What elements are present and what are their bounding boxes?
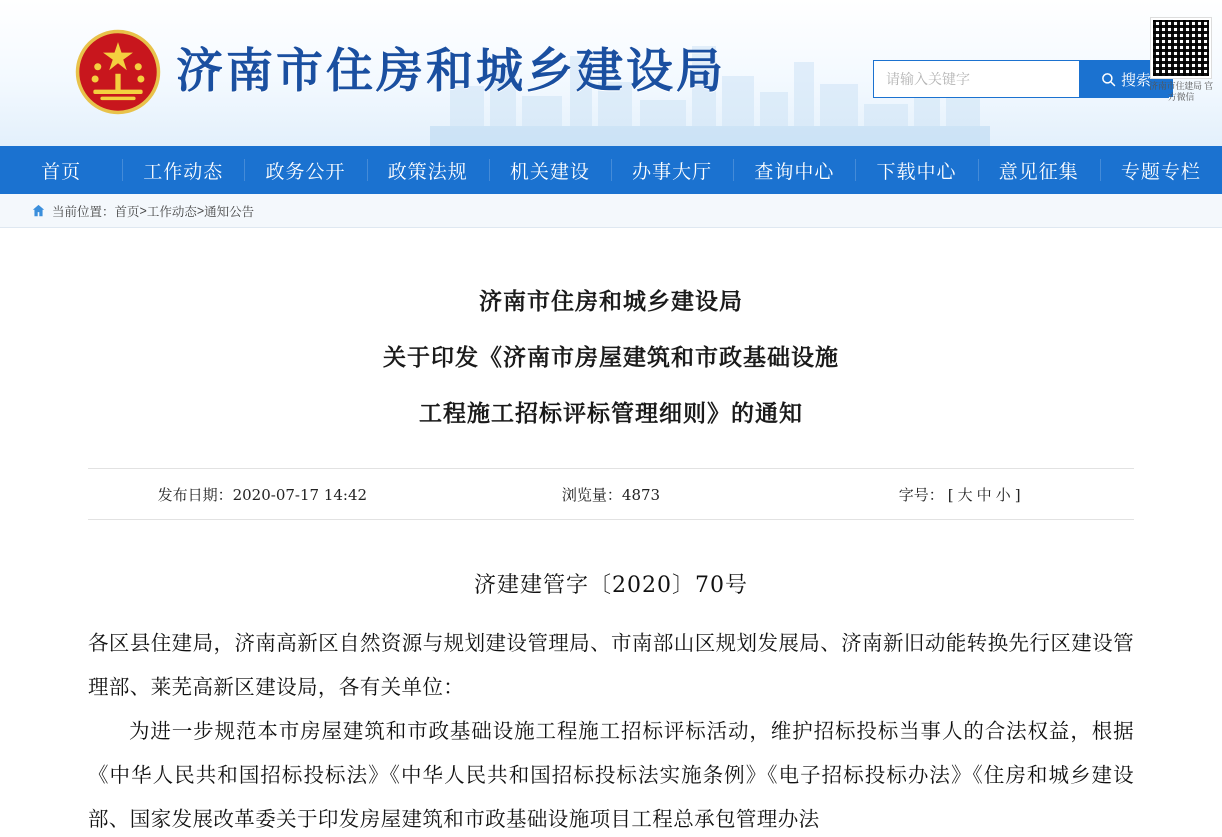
nav-item-agency-building[interactable]: 机关建设 — [489, 146, 611, 194]
search-icon — [1101, 72, 1116, 87]
views-cell — [437, 484, 786, 505]
article-title-line-3: 工程施工招标评标管理细则》的通知 — [419, 401, 803, 427]
qr-caption: 济南市住建局 官方微信 — [1149, 81, 1213, 103]
nav-item-home[interactable]: 首页 — [41, 160, 82, 183]
fontsize-medium-button[interactable]: 中 — [976, 485, 992, 504]
home-icon — [32, 204, 45, 217]
nav-item-policy-regulations[interactable]: 政策法规 — [367, 146, 489, 194]
views-label: 浏览量： — [561, 485, 622, 504]
nav-item-query-center[interactable]: 查询中心 — [733, 146, 855, 194]
fontsize-small-button[interactable]: 小 — [995, 485, 1011, 504]
search-box[interactable] — [873, 60, 1169, 98]
nav-item-opinion-collection[interactable]: 意见征集 — [978, 146, 1100, 194]
breadcrumb-separator-1: > — [139, 203, 147, 218]
national-emblem-icon — [74, 28, 162, 116]
nav-item-service-hall[interactable]: 办事大厅 — [611, 146, 733, 194]
document-number: 济建建管字〔2020〕70号 — [474, 573, 748, 598]
breadcrumb — [0, 194, 1222, 228]
article-title-line-1: 济南市住房和城乡建设局 — [479, 289, 743, 315]
breadcrumb-prefix: 当前位置： — [52, 204, 115, 219]
breadcrumb-separator-2: > — [196, 203, 205, 218]
qr-code-icon — [1151, 18, 1211, 78]
nav-item-gov-affairs[interactable]: 政务公开 — [244, 146, 366, 194]
publish-date-label: 发布日期： — [157, 485, 233, 504]
fontsize-bracket-close: ] — [1014, 485, 1021, 504]
views-value: 4873 — [621, 485, 661, 504]
article — [0, 228, 1222, 837]
breadcrumb-item-home[interactable]: 首页 — [114, 204, 140, 219]
breadcrumb-item-work-news[interactable]: 工作动态 — [146, 204, 197, 219]
publish-date-value: 2020-07-17 14:42 — [232, 485, 368, 504]
site-header — [0, 0, 1222, 146]
article-title — [88, 228, 1134, 442]
article-body — [88, 621, 1134, 837]
nav-item-special-column[interactable]: 专题专栏 — [1100, 146, 1222, 194]
publish-date-cell — [88, 484, 437, 505]
fontsize-cell — [785, 484, 1134, 505]
article-meta — [88, 468, 1134, 520]
nav-item-work-news[interactable]: 工作动态 — [122, 146, 244, 194]
search-button-label: 搜索 — [1120, 71, 1151, 89]
nav-item-download-center[interactable]: 下载中心 — [855, 146, 977, 194]
fontsize-bracket-open: [ — [947, 485, 954, 504]
fontsize-label: 字号： — [898, 485, 944, 504]
qr-block — [1148, 18, 1214, 104]
breadcrumb-item-notice[interactable]: 通知公告 — [204, 204, 255, 219]
site-title: 济南市住房和城乡建设局 — [176, 44, 726, 99]
main-nav[interactable] — [0, 146, 1222, 194]
article-paragraph-1: 各区县住建局，济南高新区自然资源与规划建设管理局、市南部山区规划发展局、济南新旧动能转换先行区建设管理部、莱芜高新区建设局，各有关单位： — [88, 631, 1134, 699]
fontsize-large-button[interactable]: 大 — [957, 485, 973, 504]
article-title-line-2: 关于印发《济南市房屋建筑和市政基础设施 — [383, 345, 839, 371]
search-input[interactable] — [874, 61, 1079, 97]
article-paragraph-2: 为进一步规范本市房屋建筑和市政基础设施工程施工招标评标活动，维护招标投标当事人的合法权益，根据《中华人民共和国招标投标法》《中华人民共和国招标投标法实施条例》《电子招标投标办法》《住房和城乡建设部、国家发展改革委关于印发房屋建筑和市政基础设施项目工程总承包管理办法 — [88, 719, 1134, 831]
